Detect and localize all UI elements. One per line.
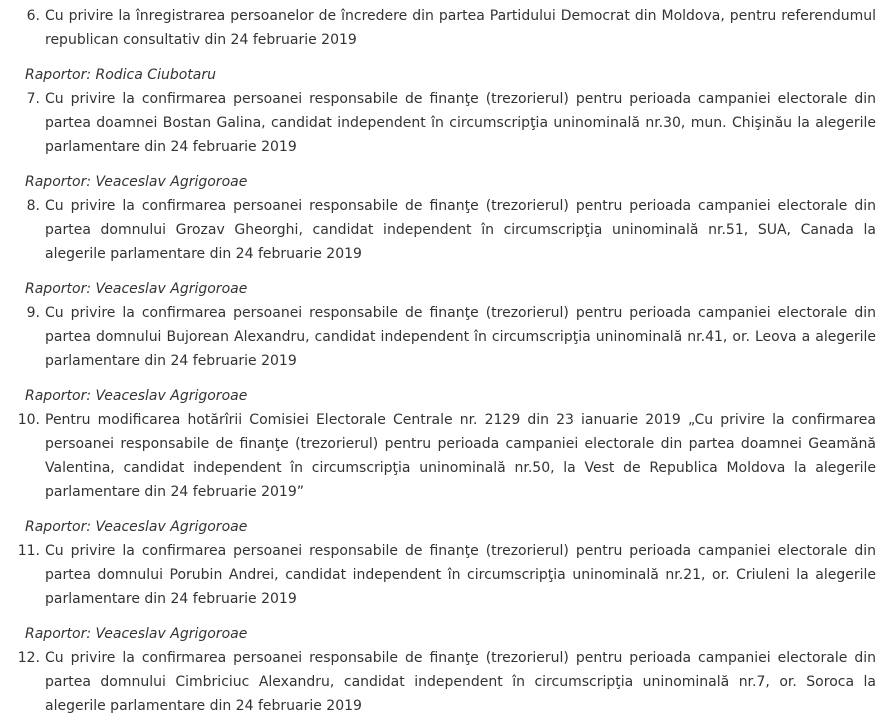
- agenda-item-6: [0, 4, 895, 52]
- agenda-item-number: 12.: [17, 650, 40, 666]
- agenda-item-9: [0, 301, 895, 373]
- agenda-item-11: [0, 539, 895, 611]
- agenda-item-text: Cu privire la confirmarea persoanei responsabile de finanţe (trezorierul) pentru perioada campaniei electorale din partea doamnei Bostan Galina, candidat independent în circumscripţia uninominală nr.30, mun. Chişinău la alegerile parlamentare din 24 februarie 2019: [45, 91, 876, 155]
- raportor-label: Raportor: Rodica Ciubotaru: [25, 67, 216, 83]
- agenda-item-number: 8.: [26, 198, 40, 214]
- raportor-label: Raportor: Veaceslav Agrigoroae: [25, 174, 248, 190]
- agenda-item-number: 10.: [17, 412, 40, 428]
- raportor-label: Raportor: Veaceslav Agrigoroae: [25, 388, 248, 404]
- agenda-item-text: Cu privire la confirmarea persoanei responsabile de finanţe (trezorierul) pentru perioada campaniei electorale din partea domnului Cimbriciuc Alexandru, candidat independent în circumscripţia uninominală nr.7, or. Soroca la alegerile parlamentare din 24 februarie 2019: [45, 650, 876, 713]
- agenda-item-text: Cu privire la înregistrarea persoanelor de încredere din partea Partidului Democrat din Moldova, pentru referendumul republican consultativ din 24 februarie 2019: [45, 8, 876, 48]
- agenda-item-text: Cu privire la confirmarea persoanei responsabile de finanţe (trezorierul) pentru perioada campaniei electorale din partea domnului Bujorean Alexandru, candidat independent în circumscripţia uninominală nr.41, or. Leova a alegerile parlamentare din 24 februarie 2019: [45, 305, 876, 369]
- agenda-item-number: 6.: [26, 8, 40, 24]
- agenda-item-12: [0, 646, 895, 713]
- agenda-list: [0, 4, 895, 713]
- agenda-item-7: [0, 87, 895, 159]
- agenda-item-8: [0, 194, 895, 266]
- agenda-item-text: Cu privire la confirmarea persoanei responsabile de finanţe (trezorierul) pentru perioada campaniei electorale din partea domnului Grozav Gheorghi, candidat independent în circumscripţia uninominală nr.51, SUA, Canada la alegerile parlamentare din 24 februarie 2019: [45, 198, 876, 262]
- agenda-item-number: 11.: [17, 543, 40, 559]
- agenda-item-text: Pentru modificarea hotărîrii Comisiei Electorale Centrale nr. 2129 din 23 ianuarie 2019 „Cu privire la confirmarea persoanei responsabile de finanţe (trezorierul) pentru perioada campaniei electorale din partea doamnei Geamănă Valentina, candidat independent în circumscripţia uninominală nr.50, la Vest de Republica Moldova la alegerile parlamentare din 24 februarie 2019”: [45, 412, 876, 500]
- raportor-label: Raportor: Veaceslav Agrigoroae: [25, 626, 248, 642]
- agenda-item-text: Cu privire la confirmarea persoanei responsabile de finanţe (trezorierul) pentru perioada campaniei electorale din partea domnului Porubin Andrei, candidat independent în circumscripţia uninominală nr.21, or. Criuleni la alegerile parlamentare din 24 februarie 2019: [45, 543, 876, 607]
- raportor-label: Raportor: Veaceslav Agrigoroae: [25, 519, 248, 535]
- agenda-item-number: 9.: [26, 305, 40, 321]
- agenda-item-10: [0, 408, 895, 504]
- raportor-label: Raportor: Veaceslav Agrigoroae: [25, 281, 248, 297]
- agenda-item-number: 7.: [26, 91, 40, 107]
